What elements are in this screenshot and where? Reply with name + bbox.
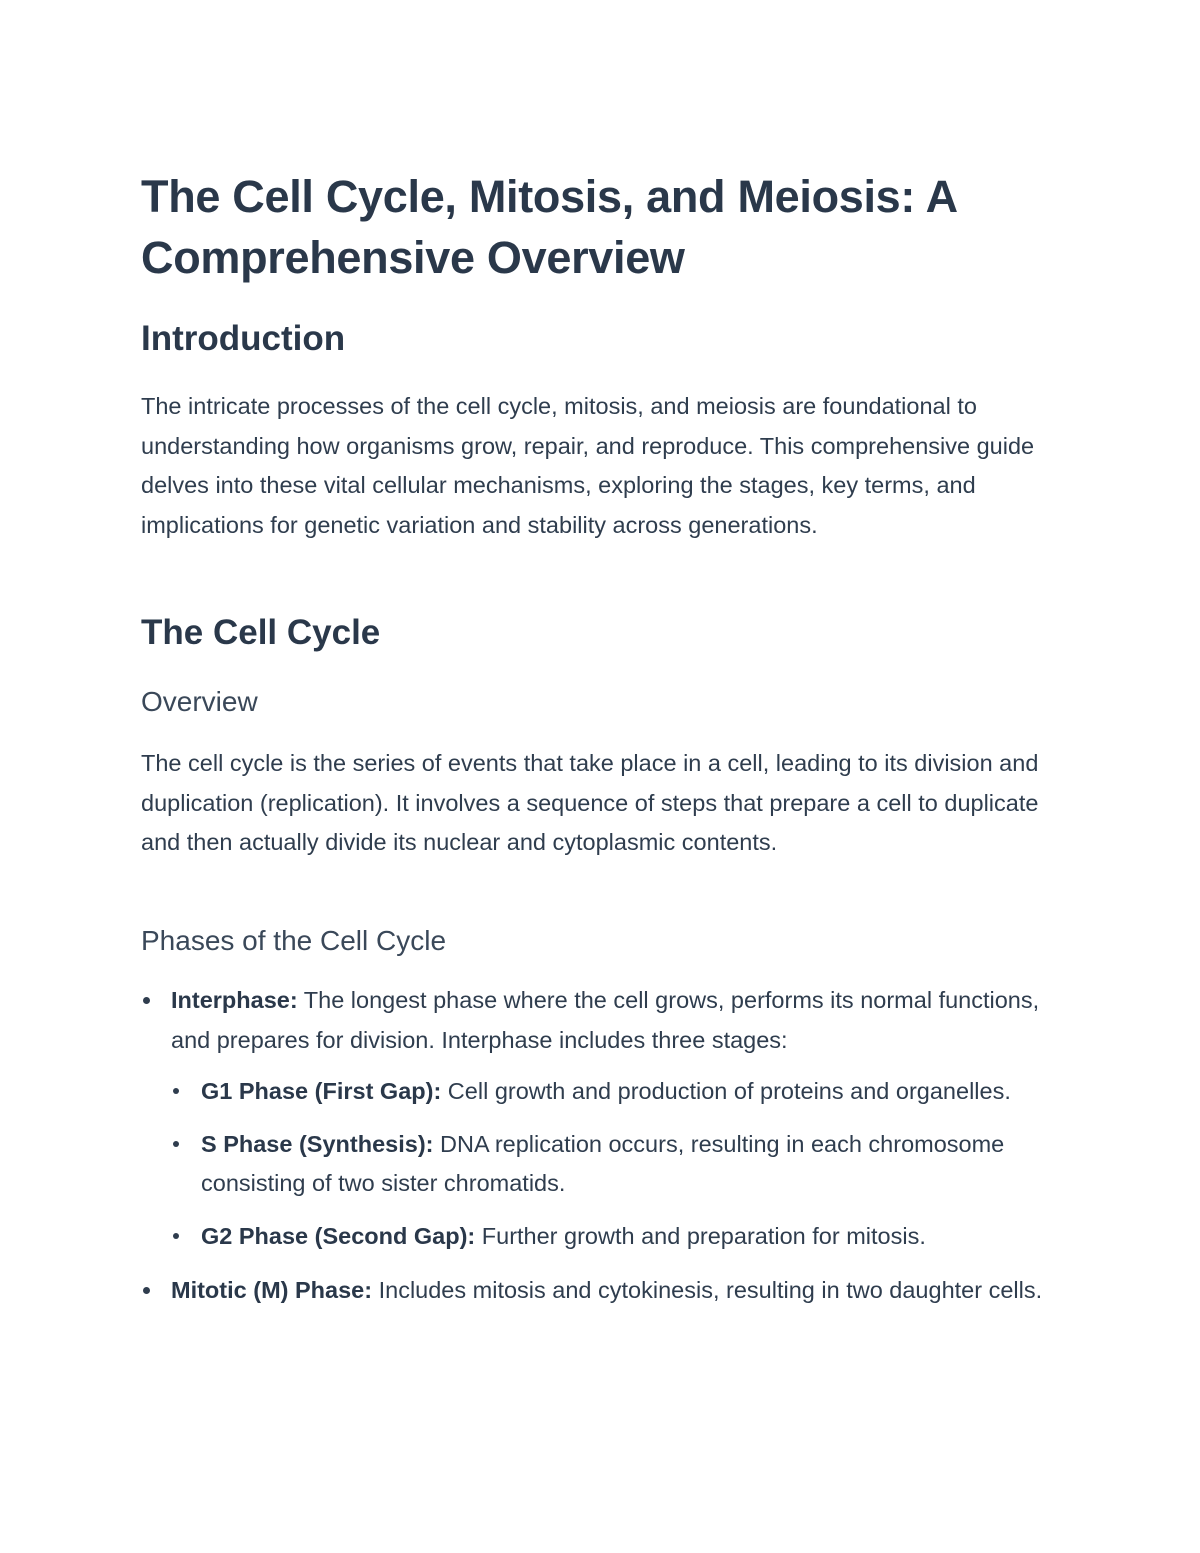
g1-term: G1 Phase (First Gap): [201, 1078, 442, 1105]
introduction-paragraph: The intricate processes of the cell cycle, mitosis, and meiosis are foundational to understanding how organisms grow, repair, and reproduce. This comprehensive guide delves into these vital cellular mechanisms, exploring the stages, key terms, and implications for genetic variation and stability across generations. [141, 393, 1035, 538]
bullet-icon [143, 997, 150, 1004]
list-item-g1 [171, 1072, 1071, 1112]
interphase-term: Interphase: [171, 987, 298, 1013]
interphase-sublist [171, 1072, 1071, 1256]
interphase-text: The longest phase where the cell grows, performs its normal functions, and prepares for division. Interphase includes three stages: [171, 987, 1040, 1053]
bullet-icon [173, 1141, 179, 1147]
mitotic-text: Includes mitosis and cytokinesis, resulting in two daughter cells. [372, 1276, 1043, 1303]
introduction-heading: Introduction [141, 319, 346, 358]
bullet-icon [143, 1287, 150, 1294]
overview-paragraph: The cell cycle is the series of events that take place in a cell, leading to its division and duplication (replication). It involves a sequence of steps that prepare a cell to duplicate and then actually divide its nuclear and cytoplasmic contents. [141, 750, 1039, 856]
mitotic-term: Mitotic (M) Phase: [171, 1276, 373, 1303]
overview-heading: Overview [141, 686, 258, 717]
g2-text: Further growth and preparation for mitosis. [475, 1222, 926, 1249]
list-item-interphase [141, 981, 1071, 1257]
bullet-icon [173, 1233, 179, 1239]
g1-text: Cell growth and production of proteins and organelles. [441, 1078, 1011, 1105]
phases-list [141, 981, 1071, 1310]
list-item-mitotic [141, 1271, 1071, 1311]
phases-heading: Phases of the Cell Cycle [141, 925, 447, 956]
g2-term: G2 Phase (Second Gap): [201, 1222, 476, 1249]
bullet-icon [173, 1088, 179, 1094]
list-item-g2 [171, 1217, 1071, 1257]
list-item-s [171, 1125, 1071, 1204]
document-title: The Cell Cycle, Mitosis, and Meiosis: A Comprehensive Overview [141, 171, 957, 283]
cell-cycle-heading: The Cell Cycle [141, 613, 381, 652]
s-term: S Phase (Synthesis): [201, 1130, 434, 1157]
s-text: DNA replication occurs, resulting in each chromosome consisting of two sister chromatids. [201, 1130, 1005, 1197]
